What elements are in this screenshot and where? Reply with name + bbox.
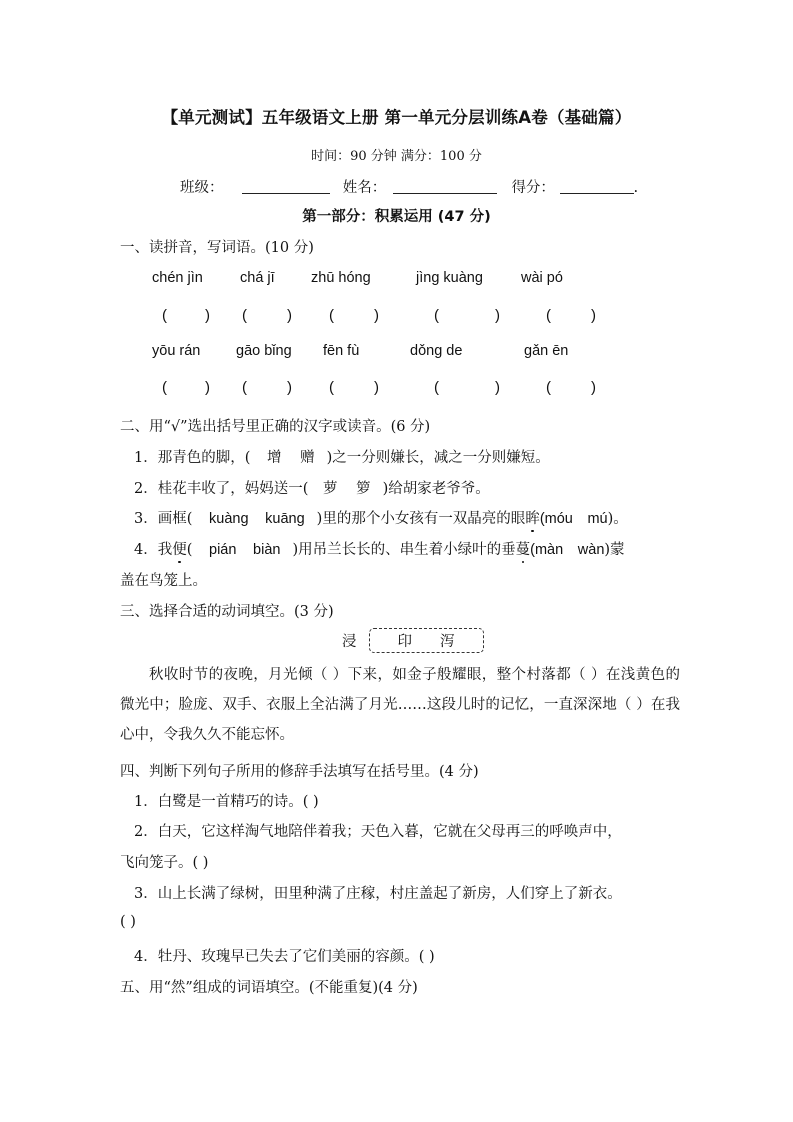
q3-heading: 三、选择合适的动词填空。(3 分) [120,604,334,620]
option[interactable]: 赠 [300,450,315,466]
dotted-char: 便 [172,542,187,558]
pinyin-5: wài pó [521,270,563,286]
name-field[interactable] [393,179,497,194]
option[interactable]: (màn [530,542,564,558]
class-label: 班级： [180,180,224,196]
answer-blank[interactable]: ( ) [329,379,379,396]
answer-blank[interactable]: ( ) [546,307,596,324]
q2-sentence-4-continued: 盖在鸟笼上。 [120,573,207,589]
score-field[interactable] [560,179,634,194]
q2-sentence-2: 2．桂花丰收了，妈妈送一( 萝 箩 )给胡家老爷爷。 [134,481,490,497]
option[interactable]: mú [587,511,608,527]
q4-sentence-1: 1．白鹭是一首精巧的诗。( ) [134,794,319,810]
part-one-heading: 第一部分：积累运用 (47 分) [302,209,491,225]
word-option: 泻 [440,634,455,650]
q4-heading: 四、判断下列句子所用的修辞手法填写在括号里。(4 分) [120,764,479,780]
q2-heading: 二、用“√”选出括号里正确的汉字或读音。(6 分) [120,419,431,435]
option[interactable]: pián [209,542,237,558]
q4-sentence-2-continued: 飞向笼子。( ) [120,855,209,871]
answer-blank[interactable]: ( ) [434,379,500,396]
q2-sentence-4: 4．我便( pián biàn )用吊兰长长的、串生着小绿叶的垂蔓(màn wàn)蒙 [134,542,625,558]
pinyin-2: chá jī [240,270,275,286]
q2-sentence-3: 3．画框( kuàng kuāng )里的那个小女孩有一双晶亮的眼眸(móu mú)。 [134,511,628,527]
pinyin-3: zhū hóng [311,270,371,286]
answer-blank[interactable]: ( ) [329,307,379,324]
option[interactable]: 箩 [356,481,371,497]
option[interactable]: wàn [577,542,605,558]
q4-sentence-2: 2．白天，它这样淘气地陪伴着我；天色入暮，它就在父母再三的呼唤声中， [134,824,622,840]
answer-blank[interactable]: ( ) [242,307,292,324]
option[interactable]: 萝 [323,481,338,497]
word-option: 浸 [342,634,357,650]
q2-sentence-1: 1．那青色的脚，( 增 赠 )之一分则嫌长，减之一分则嫌短。 [134,450,550,466]
class-field[interactable] [242,179,330,194]
q4-sentence-3: 3．山上长满了绿树，田里种满了庄稼，村庄盖起了新房，人们穿上了新衣。 [134,886,622,902]
word-bank [342,628,484,653]
option[interactable]: kuāng [265,511,305,527]
option[interactable]: biàn [253,542,281,558]
q5-heading: 五、用“然”组成的词语填空。(不能重复)(4 分) [120,980,418,996]
name-label: 姓名： [342,180,387,196]
answer-blank[interactable]: ( ) [434,307,500,324]
pinyin-6: yōu rán [152,343,201,359]
word-option: 印 [397,634,412,650]
score-label: 得分： [511,180,555,196]
answer-blank[interactable]: ( ) [162,307,210,324]
answer-blank[interactable]: ( ) [546,379,596,396]
pinyin-10: gǎn ēn [524,343,569,359]
pinyin-9: dǒng de [410,343,463,359]
answer-blank[interactable]: ( ) [242,379,292,396]
q1-heading: 一、读拼音，写词语。(10 分) [120,240,314,256]
pinyin-1: chén jìn [152,270,203,286]
pinyin-7: gāo bǐng [236,343,292,359]
q3-paragraph: 秋收时节的夜晚，月光倾（ ）下来，如金子般耀眼，整个村落都（ ）在浅黄色的微光中；脸庞、双手、衣服上全沾满了月光……这段儿时的记忆，一直深深地（ ）在我心中，令我久久不能忘怀。 [120,667,680,743]
pinyin-8: fēn fù [323,343,360,359]
page-title: 【单元测试】五年级语文上册 第一单元分层训练A卷（基础篇） [161,108,632,127]
exam-meta: 时间：90 分钟 满分：100 分 [311,149,482,164]
answer-blank[interactable]: ( ) [162,379,210,396]
option[interactable]: 增 [267,450,282,466]
option[interactable]: (móu [539,511,573,527]
q4-sentence-3-continued: ( ) [120,914,136,930]
q4-sentence-4: 4．牡丹、玫瑰早已失去了它们美丽的容颜。( ) [134,949,435,965]
pinyin-4: jìng kuàng [416,270,483,286]
student-info: 班级： 姓名： 得分： . [180,180,639,196]
option[interactable]: kuàng [209,511,249,527]
